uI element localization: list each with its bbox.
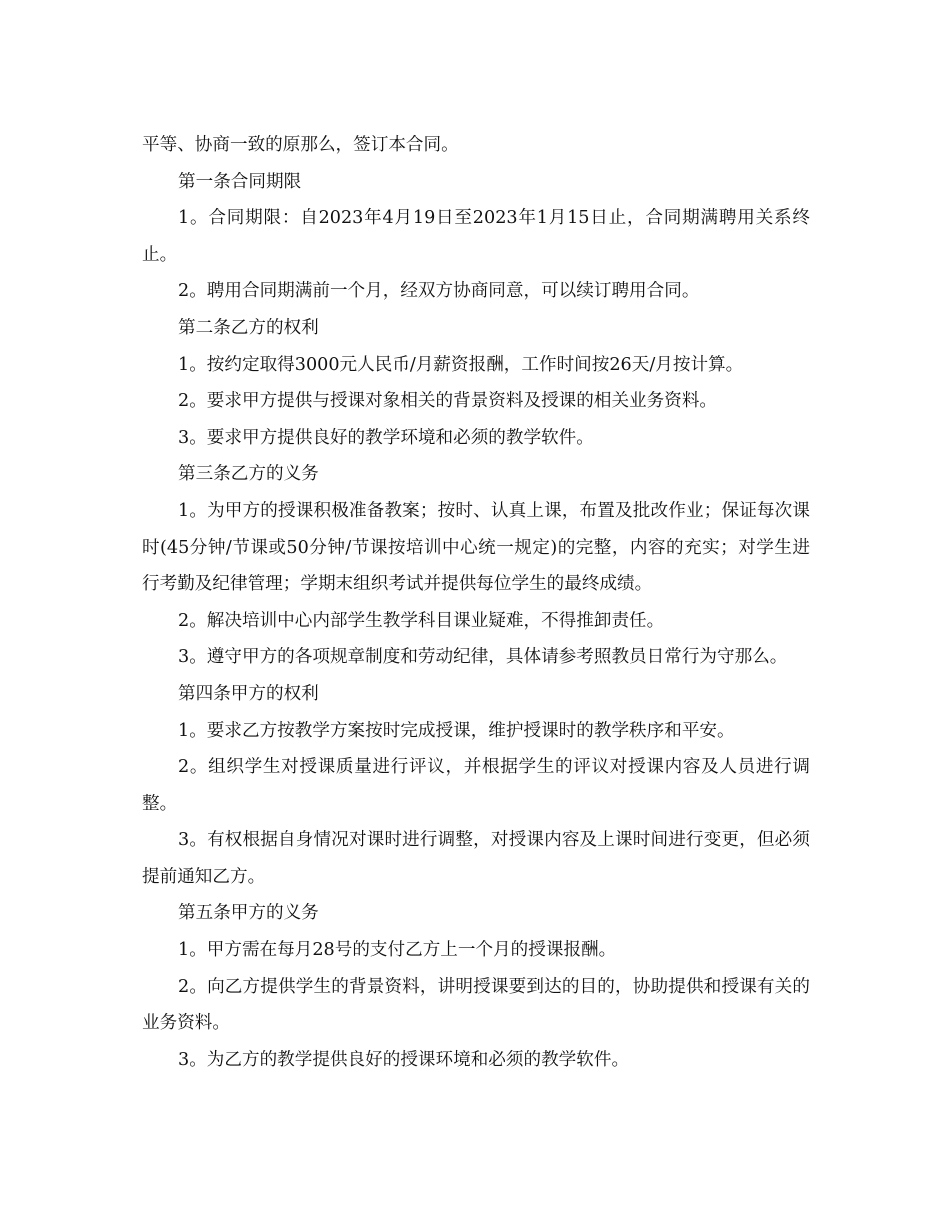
article-4-clause-1: 1。要求乙方按教学方案按时完成授课，维护授课时的教学秩序和平安。 xyxy=(178,720,735,741)
article-3-heading: 第三条乙方的义务 xyxy=(178,464,319,485)
article-2-clause-2: 2。要求甲方提供与授课对象相关的背景资料及授课的相关业务资料。 xyxy=(178,391,718,412)
paragraph-intro-continuation: 平等、协商一致的原那么，签订本合同。 xyxy=(142,135,459,155)
article-3-clause-3: 3。遵守甲方的各项规章制度和劳动纪律，具体请参考照教员日常行为守那么。 xyxy=(178,647,788,668)
article-3-clause-2: 2。解决培训中心内部学生教学科目课业疑难，不得推卸责任。 xyxy=(178,610,665,631)
article-2-heading: 第二条乙方的权利 xyxy=(178,317,319,338)
article-1-clause-2: 2。聘用合同期满前一个月，经双方协商同意，可以续订聘用合同。 xyxy=(178,281,700,302)
article-2-clause-1: 1。按约定取得3000元人民币/月薪资报酬，工作时间按26天/月按计算。 xyxy=(178,354,744,375)
article-5-clause-3: 3。为乙方的教学提供良好的授课环境和必须的教学软件。 xyxy=(178,1049,630,1070)
article-1-clause-1: 1。合同期限：自2023年4月19日至2023年1月15日止，合同期满聘用关系终止。 xyxy=(142,208,810,265)
contract-body xyxy=(142,127,810,1078)
article-5-clause-1: 1。甲方需在每月28号的支付乙方上一个月的授课报酬。 xyxy=(178,940,617,961)
article-4-heading: 第四条甲方的权利 xyxy=(178,683,319,704)
article-5-heading: 第五条甲方的义务 xyxy=(178,903,319,924)
article-4-clause-2: 2。组织学生对授课质量进行评议，并根据学生的评议对授课内容及人员进行调整。 xyxy=(142,757,810,814)
article-2-clause-3: 3。要求甲方提供良好的教学环境和必须的教学软件。 xyxy=(178,427,594,448)
article-5-clause-2: 2。向乙方提供学生的背景资料，讲明授课要到达的目的，协助提供和授课有关的业务资料。 xyxy=(142,976,810,1034)
article-4-clause-3: 3。有权根据自身情况对课时进行调整，对授课内容及上课时间进行变更，但必须提前通知乙方。 xyxy=(142,830,810,887)
article-1-heading: 第一条合同期限 xyxy=(178,171,302,192)
article-3-clause-1: 1。为甲方的授课积极准备教案；按时、认真上课，布置及批改作业；保证每次课时(45分钟/节课或50分钟/节课按培训中心统一规定)的完整，内容的充实；对学生进行考勤及纪律管理；学期末组织考试并提供每位学生的最终成绩。 xyxy=(142,500,810,595)
